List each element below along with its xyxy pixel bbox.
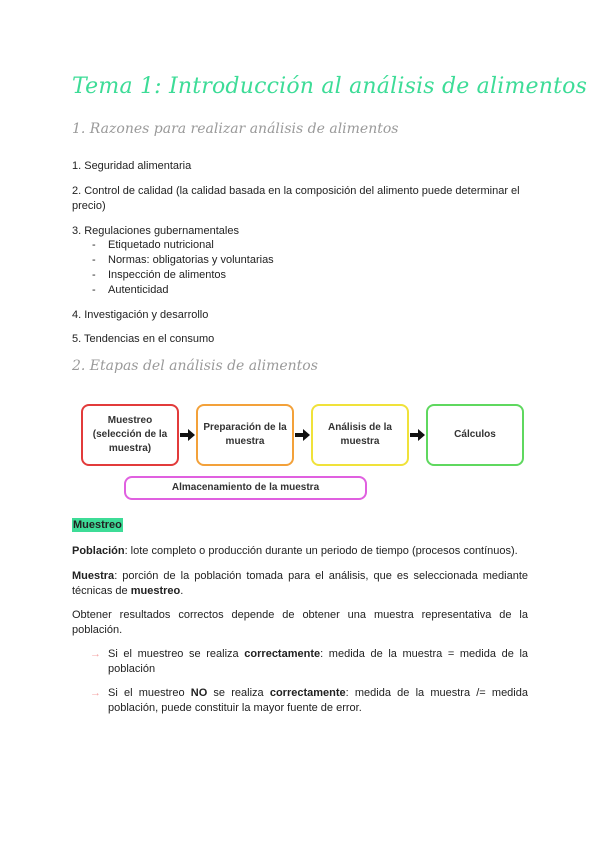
sub-item-autenticidad: [92, 283, 169, 298]
section-heading-etapas: 2. Etapas del análisis de alimentos: [72, 358, 318, 374]
page-title: Tema 1: Introducción al análisis de alimentos: [72, 74, 588, 99]
flow-step-label: Análisis de la muestra: [328, 422, 392, 447]
sub-item-label: Autenticidad: [108, 284, 169, 296]
arrow-right-icon: [180, 428, 196, 442]
definition-text: : lote completo o producción durante un periodo de tiempo (procesos contínuos).: [124, 545, 518, 557]
sub-item-normas: [92, 253, 274, 268]
sub-item-etiquetado: [92, 238, 214, 253]
bullet-correcto: [92, 647, 528, 677]
dash-mark: -: [92, 284, 96, 296]
definition-end: .: [180, 585, 184, 597]
list-item-investigacion: 4. Investigación y desarrollo: [72, 309, 209, 321]
arrow-right-icon: [410, 428, 426, 442]
list-item-regulaciones: 3. Regulaciones gubernamentales: [72, 225, 239, 237]
flow-step-label: Preparación de la muestra: [203, 422, 287, 447]
sub-item-label: Normas: obligatorias y voluntarias: [108, 254, 274, 266]
dash-mark: -: [92, 239, 96, 251]
definition-poblacion: [72, 544, 528, 559]
bullet-text-part: : medida de la muestra = medida de la población: [108, 648, 529, 675]
paragraph-obtener: Obtener resultados correctos depende de obtener una muestra representativa de la población.: [72, 609, 528, 636]
flow-step-analisis: [311, 404, 409, 466]
term-muestra: Muestra: [72, 570, 115, 582]
bullet-incorrecto: [92, 686, 528, 716]
bullet-text-part: Si el muestreo se realiza: [108, 648, 245, 660]
dash-mark: -: [92, 269, 96, 281]
bullet-text: [108, 686, 528, 716]
term-muestreo: muestreo: [130, 585, 181, 597]
flow-step-label: Muestreo (selección de la muestra): [92, 415, 168, 454]
flow-step-label: Cálculos: [454, 429, 496, 440]
list-item-seguridad: 1. Seguridad alimentaria: [72, 160, 192, 172]
term-poblacion: Población: [72, 545, 125, 557]
muestreo-highlight-label: Muestreo: [73, 519, 122, 531]
sub-item-label: Inspección de alimentos: [108, 269, 227, 281]
sub-item-label: Etiquetado nutricional: [108, 239, 214, 251]
bullet-bold-no: NO: [190, 687, 208, 699]
flow-step-label: Almacenamiento de la muestra: [171, 482, 320, 493]
flow-step-calculos: [426, 404, 524, 466]
bullet-text-part: Si el muestreo: [108, 687, 191, 699]
sub-item-inspeccion: [92, 268, 226, 283]
arrow-right-icon: →: [90, 648, 101, 660]
bullet-bold-correctamente: correctamente: [269, 687, 346, 699]
bullet-text-part: se realiza: [207, 687, 270, 699]
dash-mark: -: [92, 254, 96, 266]
bullet-text-part: : medida de la muestra /= medida población, puede constituir la mayor fuente de error.: [108, 687, 528, 714]
definition-muestra: [72, 569, 528, 599]
list-item-tendencias: 5. Tendencias en el consumo: [72, 333, 215, 345]
definition-text: : porción de la población tomada para el análisis, que es seleccionada mediante técnicas de: [72, 570, 528, 597]
bullet-text: [108, 647, 528, 677]
flow-step-preparacion: [196, 404, 294, 466]
section-heading-razones: 1. Razones para realizar análisis de alimentos: [72, 121, 399, 137]
bullet-bold-correctamente: correctamente: [244, 648, 321, 660]
arrow-right-icon: →: [90, 687, 101, 699]
flow-step-almacenamiento: [124, 476, 367, 500]
flow-step-muestreo: [81, 404, 179, 466]
list-item-control-calidad: 2. Control de calidad (la calidad basada en la composición del alimento puede determinar el precio): [72, 185, 520, 212]
arrow-right-icon: [295, 428, 311, 442]
